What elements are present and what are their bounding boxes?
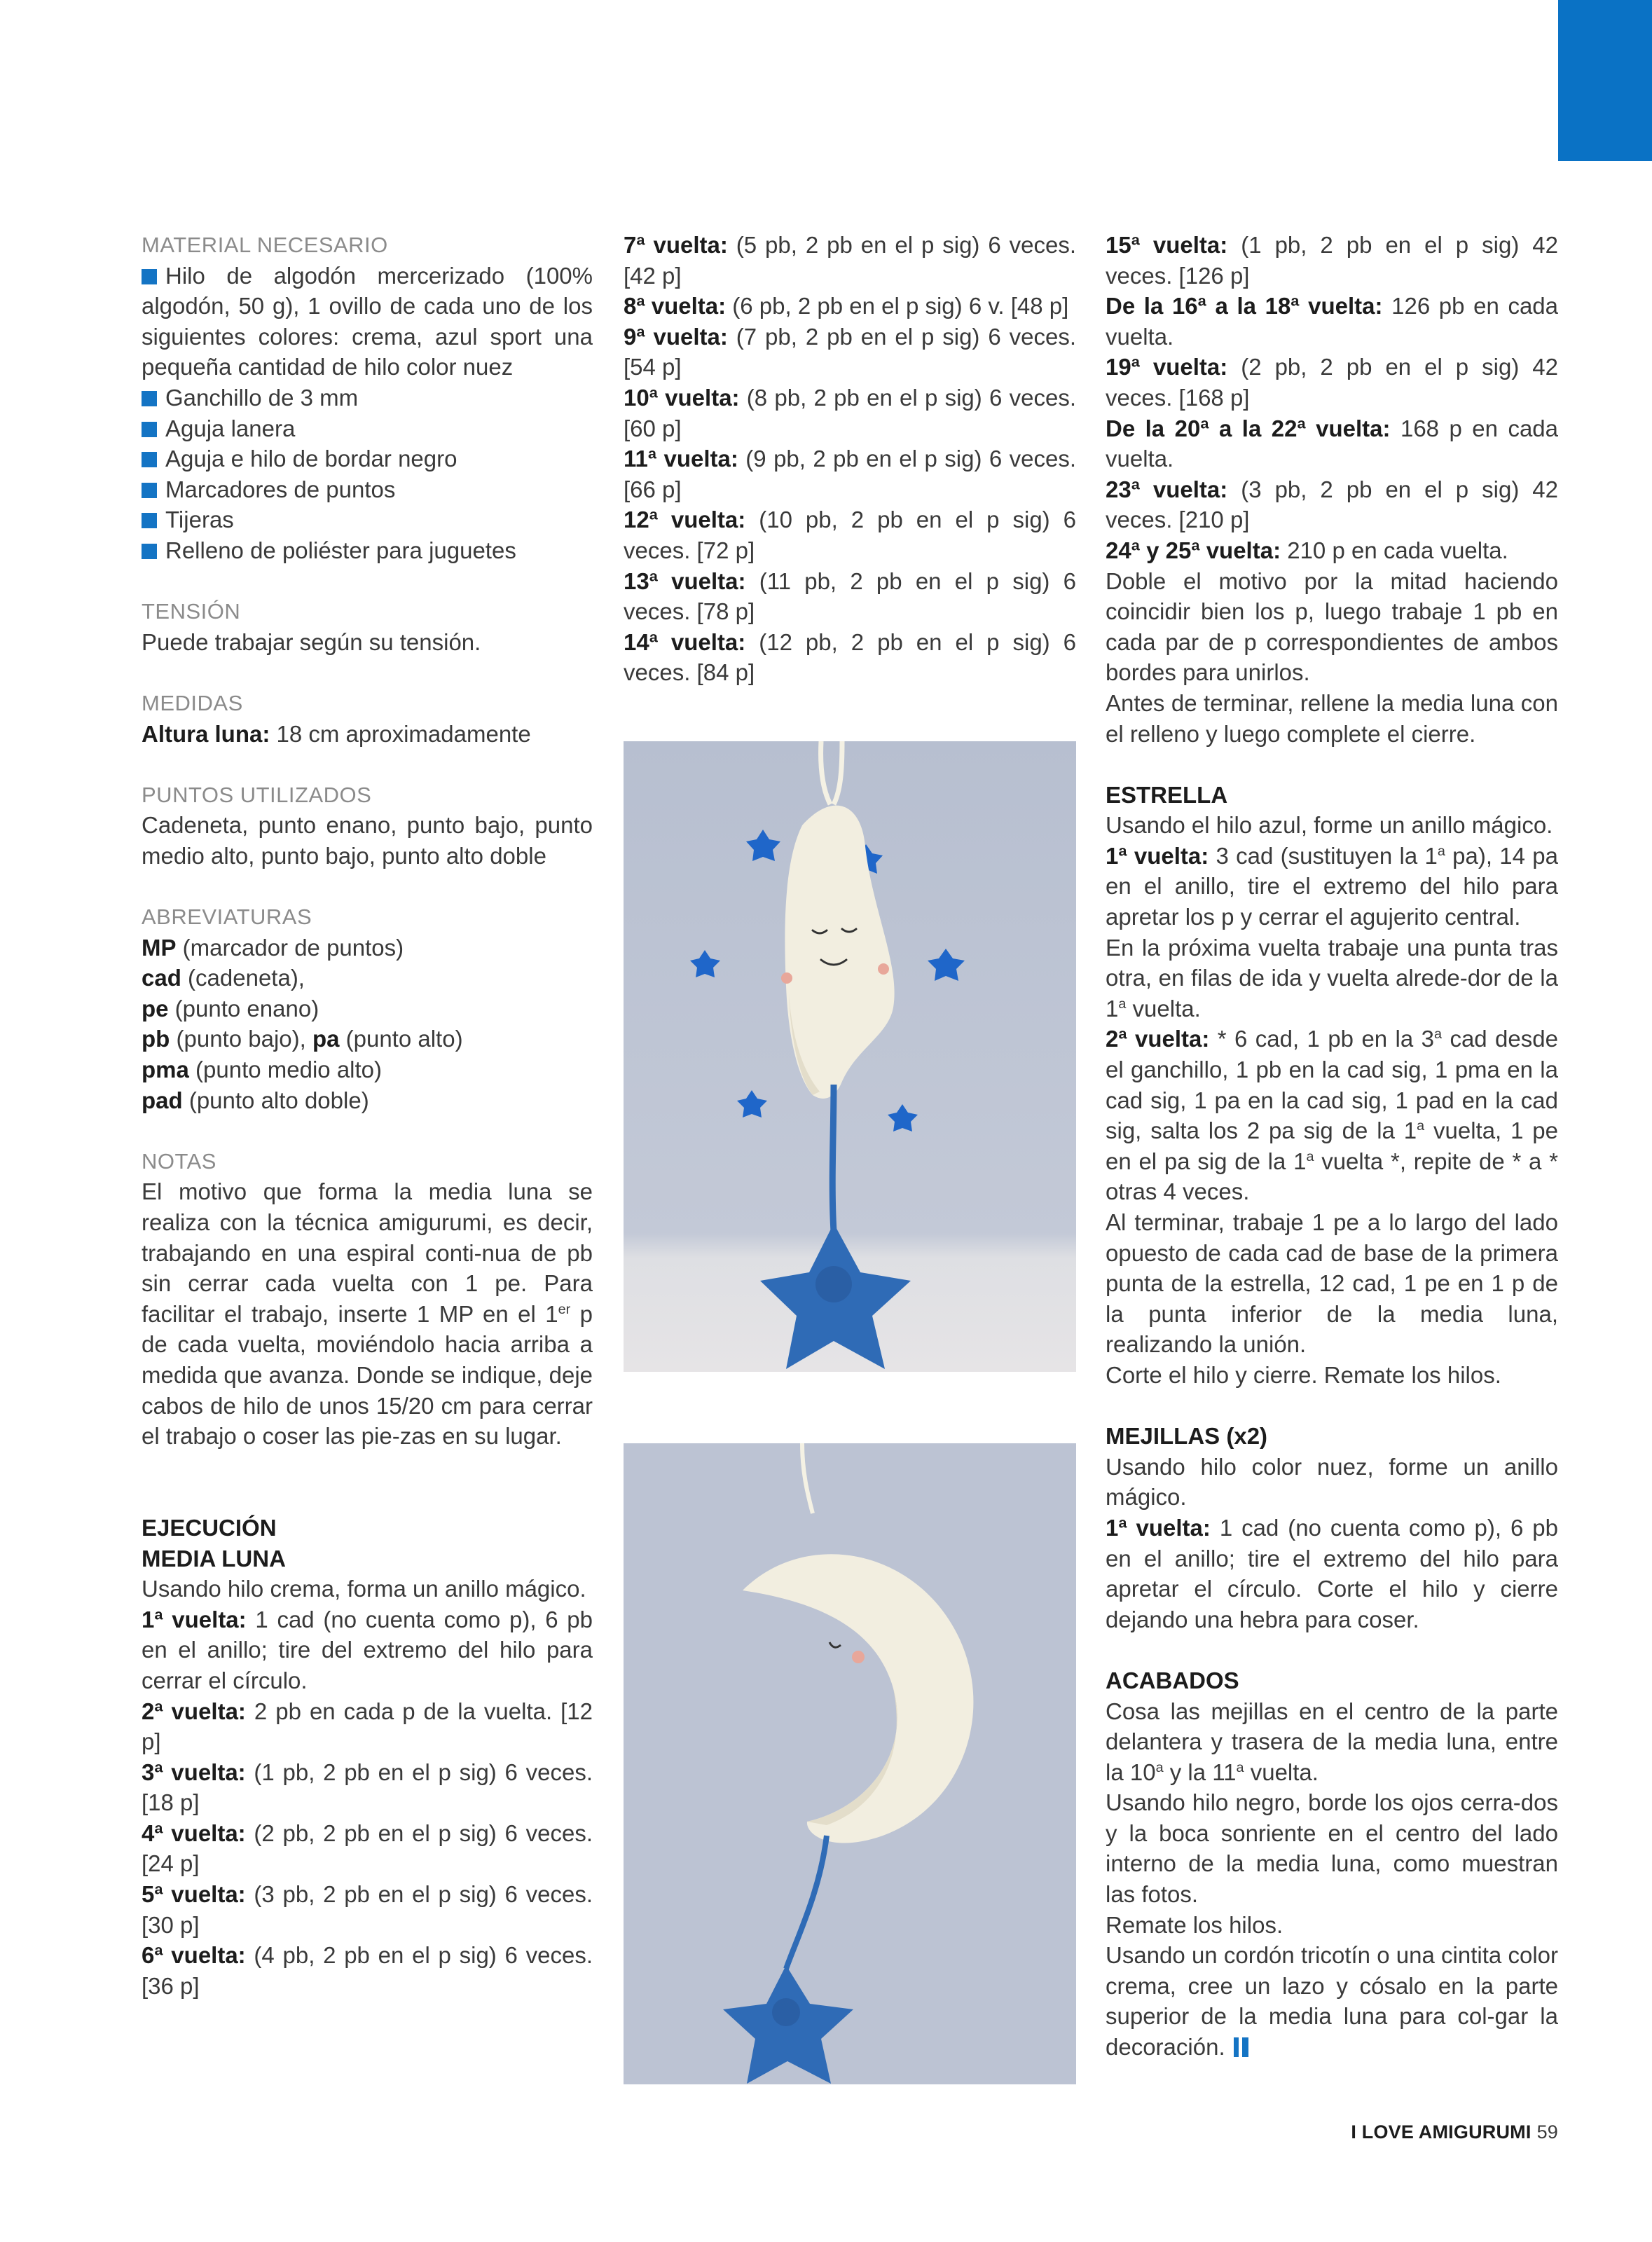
corner-color-tab	[1558, 0, 1652, 161]
round-instruction: 5ª vuelta: (3 pb, 2 pb en el p sig) 6 veces. [30 p]	[142, 1881, 593, 1938]
bullet-square-icon	[142, 269, 157, 284]
round-instruction: De la 20ª a la 22ª vuelta: 168 p en cada vuelta.	[1106, 415, 1559, 472]
material-item: Hilo de algodón mercerizado (100% algodón, 50 g), 1 ovillo de cada uno de los siguientes colores: crema, azul sport una pequeña cantidad de hilo color nuez	[142, 262, 593, 380]
material-item: Tijeras	[142, 504, 593, 535]
material-item: Ganchillo de 3 mm	[142, 383, 593, 413]
end-of-article-icon	[1234, 2034, 1252, 2065]
abbr-item: cad (cadeneta),	[142, 965, 305, 991]
round-instruction: 4ª vuelta: (2 pb, 2 pb en el p sig) 6 veces. [24 p]	[142, 1820, 593, 1877]
material-item: Relleno de poliéster para juguetes	[142, 535, 593, 566]
estrella-end: Al terminar, trabaje 1 pe a lo largo del lado opuesto de cada cad de base de la primera punta de la estrella, 12 cad, 1 pe en 1 p de la punta inferior de la media luna, realizando la unión.	[1106, 1209, 1558, 1358]
fold-instruction: Doble el motivo por la mitad haciendo coincidir bien los p, luego trabaje 1 pb en cada par de p correspondientes de ambos bordes para unirlos.	[1106, 568, 1558, 686]
bullet-square-icon	[142, 513, 157, 528]
round-instruction: 14ª vuelta: (12 pb, 2 pb en el p sig) 6 veces. [84 p]	[624, 628, 1076, 686]
round-instruction: De la 16ª a la 18ª vuelta: 126 pb en cada vuelta.	[1106, 293, 1558, 350]
round-instruction: 9ª vuelta: (7 pb, 2 pb en el p sig) 6 veces. [54 p]	[624, 323, 1076, 380]
ejecucion-heading: EJECUCIÓN	[142, 1514, 277, 1541]
round-instruction: 15ª vuelta: (1 pb, 2 pb en el p sig) 42 veces. [126 p]	[1106, 232, 1558, 289]
bullet-square-icon	[142, 452, 157, 467]
estrella-note: En la próxima vuelta trabaje una punta tras otra, en filas de ida y vuelta alrede-dor de la 1$^a$ vuelta.	[1106, 934, 1558, 1022]
round-instruction: 19ª vuelta: (2 pb, 2 pb en el p sig) 42 veces. [168 p]	[1106, 354, 1558, 411]
mejillas-heading: MEJILLAS (x2)	[1106, 1423, 1268, 1450]
round-instruction: 8ª vuelta: (6 pb, 2 pb en el p sig) 6 v. [48 p]	[624, 293, 1069, 319]
abreviaturas-heading: ABREVIATURAS	[142, 905, 312, 930]
media-luna-heading: MEDIA LUNA	[142, 1545, 286, 1572]
round-instruction: 23ª vuelta: (3 pb, 2 pb en el p sig) 42 veces. [210 p]	[1106, 476, 1558, 533]
estrella-heading: ESTRELLA	[1106, 781, 1228, 808]
notas-heading: NOTAS	[142, 1148, 216, 1174]
round-instruction: 10ª vuelta: (8 pb, 2 pb en el p sig) 6 veces. [60 p]	[624, 384, 1077, 441]
acabados-text: Usando hilo negro, borde los ojos cerra-dos y la boca sonriente en el centro del lado interno de la media luna, como muestran las fotos.	[1106, 1789, 1558, 1908]
acabados-text: Remate los hilos.	[1106, 1911, 1283, 1938]
page-number: 59	[1536, 2121, 1558, 2143]
bullet-square-icon	[142, 391, 157, 406]
round-instruction: 3ª vuelta: (1 pb, 2 pb en el p sig) 6 veces. [18 p]	[142, 1759, 593, 1816]
tension-text: Puede trabajar según su tensión.	[142, 628, 481, 655]
mejillas-intro: Usando hilo color nuez, forme un anillo mágico.	[1106, 1453, 1558, 1511]
column-left	[142, 230, 593, 2001]
abbr-item: pb (punto bajo), pa (punto alto)	[142, 1026, 463, 1052]
round-instruction: 12ª vuelta: (10 pb, 2 pb en el p sig) 6 veces. [72 p]	[624, 507, 1076, 563]
puntos-heading: PUNTOS UTILIZADOS	[142, 782, 372, 807]
acabados-text: Usando un cordón tricotín o una cintita color crema, cree un lazo y cósalo en la parte superior de la media luna para col-gar la decoración.	[1106, 1940, 1558, 2064]
estrella-cut: Corte el hilo y cierre. Remate los hilos.	[1106, 1361, 1501, 1388]
acabados-heading: ACABADOS	[1106, 1667, 1239, 1693]
photo-moon-side	[624, 1443, 1076, 2084]
round-instruction: 1ª vuelta: 1 cad (no cuenta como p), 6 pb en el anillo; tire el extremo del hilo para apretar el círculo. Corte el hilo y cierre dejando una hebra para coser.	[1106, 1514, 1558, 1632]
abbr-item: pe (punto enano)	[142, 995, 319, 1022]
medidas-text: Altura luna: 18 cm aproximadamente	[142, 720, 531, 747]
bullet-square-icon	[142, 544, 157, 559]
round-instruction: 2ª vuelta: 2 pb en cada p de la vuelta. [12 p]	[142, 1698, 593, 1755]
material-item: Aguja lanera	[142, 413, 593, 444]
media-luna-intro: Usando hilo crema, forma un anillo mágico.	[142, 1576, 586, 1602]
column-middle	[624, 230, 1076, 688]
bullet-square-icon	[142, 483, 157, 498]
photo-moon-front	[624, 741, 1076, 1372]
magazine-name: I LOVE AMIGURUMI	[1351, 2121, 1531, 2143]
puntos-text: Cadeneta, punto enano, punto bajo, punto medio alto, punto bajo, punto alto doble	[142, 812, 593, 869]
material-item: Aguja e hilo de bordar negro	[142, 443, 593, 474]
page-footer	[1351, 2121, 1558, 2143]
bullet-square-icon	[142, 422, 157, 437]
round-instruction: 1ª vuelta: 3 cad (sustituyen la 1$^a$ pa), 14 pa en el anillo, tire el extremo del hilo para apretar los p y cerrar el agujerito central.	[1106, 842, 1559, 930]
acabados-text: Cosa las mejillas en el centro de la parte delantera y trasera de la media luna, entre la 10$^a$ y la 11$^a$ vuelta.	[1106, 1698, 1558, 1785]
material-item: Marcadores de puntos	[142, 474, 593, 505]
round-instruction: 7ª vuelta: (5 pb, 2 pb en el p sig) 6 veces. [42 p]	[624, 232, 1076, 289]
round-instruction: 6ª vuelta: (4 pb, 2 pb en el p sig) 6 veces. [36 p]	[142, 1942, 593, 1999]
abbr-item: MP (marcador de puntos)	[142, 934, 404, 961]
round-instruction: 2ª vuelta: * 6 cad, 1 pb en la 3$^a$ cad desde el ganchillo, 1 pb en la cad sig, 1 pma en la cad sig, 1 pa en la cad sig, 1 pad en la cad sig, salta los 2 pa sig de la 1$^a$ vuelta, 1 pe en el pa sig de la 1$^a$ vuelta *, repite de * a * otras 4 veces.	[1106, 1026, 1558, 1205]
medidas-heading: MEDIDAS	[142, 690, 243, 715]
material-heading: MATERIAL NECESARIO	[142, 233, 388, 257]
column-right	[1106, 230, 1558, 2065]
notas-text: El motivo que forma la media luna se realiza con la técnica amigurumi, es decir, trabajando en una espiral conti-nua de pb sin cerrar cada vuelta con 1 pe. Para facilitar el trabajo, inserte 1 MP en el 1er p de cada vuelta, moviéndolo hacia arriba a medida que avanza. Donde se indique, deje cabos de hilo de unos 15/20 cm para cerrar el trabajo o coser las pie-zas en su lugar.	[142, 1178, 593, 1450]
fill-instruction: Antes de terminar, rellene la media luna con el relleno y luego complete el cierre.	[1106, 689, 1558, 747]
round-instruction: 24ª y 25ª vuelta: 210 p en cada vuelta.	[1106, 537, 1508, 563]
round-instruction: 13ª vuelta: (11 pb, 2 pb en el p sig) 6 veces. [78 p]	[624, 568, 1077, 625]
estrella-intro: Usando el hilo azul, forme un anillo mágico.	[1106, 812, 1553, 839]
tension-heading: TENSIÓN	[142, 599, 241, 624]
round-instruction: 11ª vuelta: (9 pb, 2 pb en el p sig) 6 veces. [66 p]	[624, 446, 1076, 502]
round-instruction: 1ª vuelta: 1 cad (no cuenta como p), 6 pb en el anillo; tire del extremo del hilo para cerrar el círculo.	[142, 1606, 593, 1693]
abbr-item: pad (punto alto doble)	[142, 1087, 369, 1113]
abbr-item: pma (punto medio alto)	[142, 1057, 383, 1083]
